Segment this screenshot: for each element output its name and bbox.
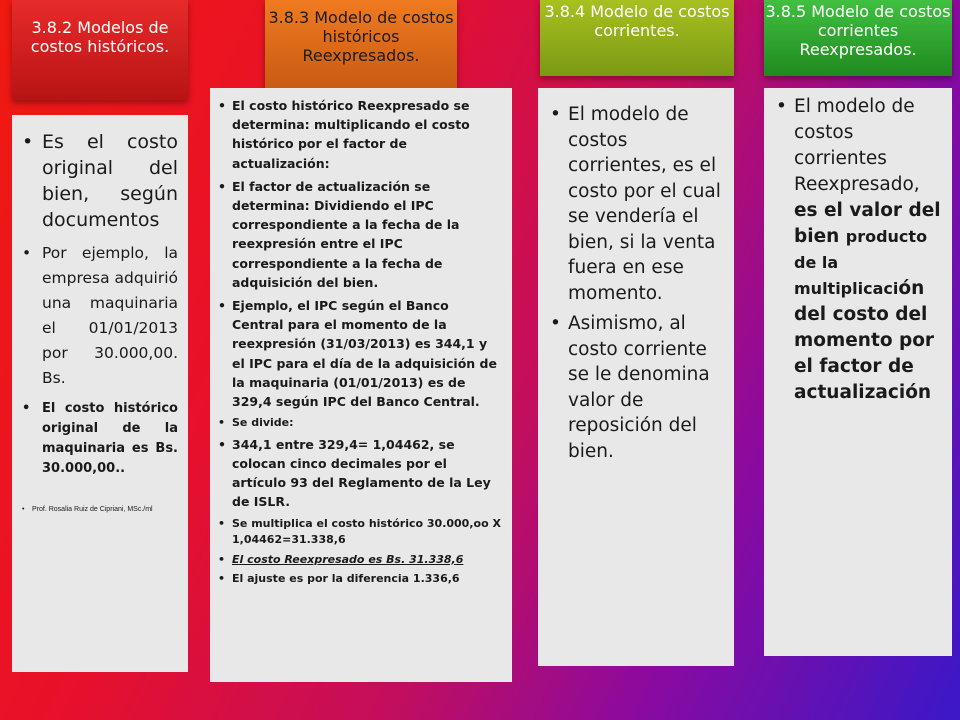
bullet-multiplication: • Se multiplica el costo histórico 30.000,oo X 1,04462=31.338,6 [218,516,502,549]
bullet-restated-current-definition [772,94,944,406]
card-current-costs [538,88,734,666]
bullet-current-cost-definition: • El modelo de costos corrientes, es el costo por el cual se vendería el bien, si la venta fuera en ese momento. [546,102,724,306]
bullet-divide: • Se divide: [218,415,502,432]
bullet-adjustment: • El ajuste es por la diferencia 1.336,6 [218,571,502,588]
text-bold-part: es el valor del bien [794,200,941,247]
bullet-restated-cost [218,552,502,569]
bullet-division-result: • 344,1 entre 329,4= 1,04462, se colocan cinco decimales por el artículo 93 del Reglamento de la Ley de ISLR. [218,435,502,512]
bullet-replacement-value: • Asimismo, al costo corriente se le denomina valor de reposición del bien. [546,311,724,464]
header-current-costs [540,0,734,76]
header-text: 3.8.3 Modelo de costos históricos Reexpresados. [268,8,454,65]
bullet-factor: • El factor de actualización se determina: Dividiendo el IPC correspondiente a la fecha de la reexpresión entre el IPC correspondiente a la fecha de adquisición del bien. [218,177,502,292]
header-historical-costs [12,0,188,100]
text-bold-small-part: producto de la multiplicaci [794,227,928,298]
bullet-formula: • El costo histórico Reexpresado se determina: multiplicando el costo histórico por el factor de actualización: [218,96,502,173]
restated-cost-text: El costo Reexpresado es Bs. 31.338,6 [232,552,464,566]
text-bold-part: ón del costo del momento por el factor de actualización [794,278,935,403]
header-restated-historical-costs [265,0,457,90]
bullet-definition: • Es el costo original del bien, según documentos [22,129,178,233]
header-restated-current-costs [764,0,952,76]
bullet-example: • Por ejemplo, la empresa adquirió una maquinaria el 01/01/2013 por 30.000,00. Bs. [22,241,178,391]
text-part: El modelo de costos corrientes Reexpresado, [794,96,920,195]
bullet-ipc-example: • Ejemplo, el IPC según el Banco Central para el momento de la reexpresión (31/03/2013) es 344,1 y el IPC para el día de la adquisición de la maquinaria (01/01/2013) es de 329,4 según IPC del Banco Central. [218,296,502,411]
bullet-author-credit: • Prof. Rosalia Ruiz de Cipriani, MSc./ml [22,505,178,515]
header-text: 3.8.4 Modelo de costos corrientes. [544,2,730,40]
header-text: 3.8.2 Modelos de costos históricos. [30,18,170,56]
card-restated-historical-costs [210,88,512,682]
header-text: 3.8.5 Modelo de costos corrientes Reexpresados. [765,2,951,59]
bullet-original-cost: • El costo histórico original de la maquinaria es Bs. 30.000,00.. [22,399,178,479]
card-historical-costs [12,115,188,672]
card-restated-current-costs [764,88,952,656]
